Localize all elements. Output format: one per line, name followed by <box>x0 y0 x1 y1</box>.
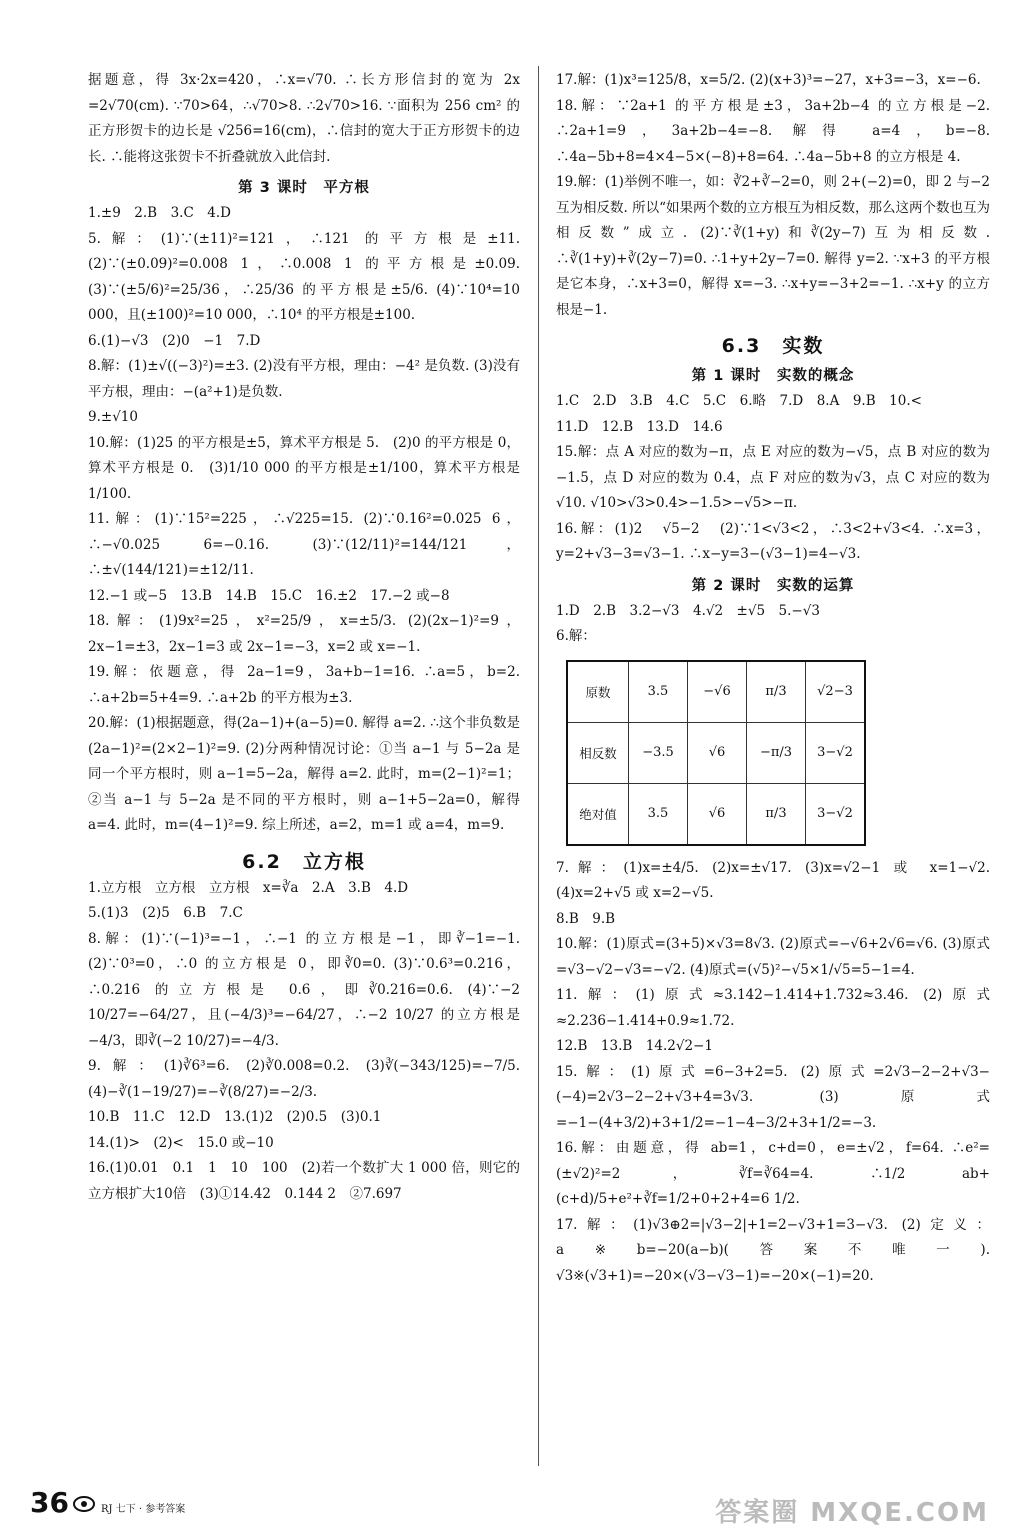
table-cell: 3.5 <box>629 783 688 845</box>
table-cell: π/3 <box>747 661 806 723</box>
right-column <box>556 68 990 1289</box>
section-heading: 6.2 立方根 <box>242 850 366 873</box>
section-heading: 第 2 课时 实数的运算 <box>691 577 855 594</box>
answer-paragraph: 18.解：∵2a+1 的平方根是±3，3a+2b−4 的立方根是−2. ∴2a+1=9，3a+2b−4=−8. 解得 a=4，b=−8. ∴4a−5b+8=4×4−5×(−8)+8=64. ∴4a−5b+8 的立方根是 4. <box>556 97 990 165</box>
answer-paragraph: 11.D 12.B 13.D 14.6 <box>556 418 723 435</box>
table-cell: −3.5 <box>629 722 688 783</box>
answer-paragraph: 5.解：(1)∵(±11)²=121，∴121 的平方根是±11. (2)∵(±0.09)²=0.008 1，∴0.008 1 的平方根是±0.09. (3)∵(±5/6)²=25/36，∴25/36 的平方根是±5/6. (4)∵10⁴=10 000，且(±100)²=10 000，∴10⁴ 的平方根是±100. <box>88 230 520 323</box>
answer-paragraph: 1.立方根 立方根 立方根 x=∛a 2.A 3.B 4.D <box>88 879 409 896</box>
page-footer <box>30 1486 185 1519</box>
answer-paragraph: 据题意，得 3x·2x=420，∴x=√70. ∴长方形信封的宽为 2x =2√70(cm). ∵70>64，∴√70>8. ∴2√70>16. ∵面积为 256 cm² 的正方形贺卡的边长是 √256=16(cm)，∴信封的宽大于正方形贺卡的边长. ∴能将这张贺卡不折叠就放入此信封. <box>88 72 520 165</box>
section-heading: 第 1 课时 实数的概念 <box>691 368 855 384</box>
answer-paragraph: 1.D 2.B 3.2−√3 4.√2 ±√5 5.−√3 <box>556 602 820 619</box>
answer-paragraph: 11.解：(1)∵15²=225，∴√225=15. (2)∵0.16²=0.025 6，∴−√0.025 6=−0.16. (3)∵(12/11)²=144/121，∴±√(144/121)=±12/11. <box>88 511 520 578</box>
page-number: 36 <box>30 1486 69 1519</box>
answer-paragraph: 14.(1)> (2)< 15.0 或−10 <box>88 1134 274 1151</box>
answer-paragraph: 12.B 13.B 14.2√2−1 <box>556 1038 713 1054</box>
answer-paragraph: 10.解：(1)原式=(3+5)×√3=8√3. (2)原式=−√6+2√6=√6. (3)原式=√3−√2−√3=−√2. (4)原式=(√5)²−√5×1/√5=5−1=4. <box>556 936 990 978</box>
book-logo-icon <box>73 1495 95 1513</box>
table-cell: −π/3 <box>747 722 806 783</box>
table-cell: 绝对值 <box>567 783 629 845</box>
answer-paragraph: 6.解： <box>556 628 596 644</box>
answer-paragraph: 10.B 11.C 12.D 13.(1)2 (2)0.5 (3)0.1 <box>88 1109 382 1125</box>
answer-paragraph: 17.解：(1)x³=125/8，x=5/2. (2)(x+3)³=−27，x+3=−3，x=−6. <box>556 72 981 88</box>
answer-paragraph: 9.±√10 <box>88 409 138 425</box>
answer-paragraph: 16.(1)0.01 0.1 1 10 100 (2)若一个数扩大 1 000 倍，则它的立方根扩大10倍 (3)①14.42 0.144 2 ②7.697 <box>88 1160 520 1202</box>
section-heading: 6.3 实数 <box>721 335 825 357</box>
answer-paragraph: 18.解：(1)9x²=25，x²=25/9，x=±5/3. (2)(2x−1)²=9，2x−1=±3，2x−1=3 或 2x−1=−3，x=2 或 x=−1. <box>88 613 520 655</box>
table-cell: √2−3 <box>806 661 866 723</box>
left-column <box>88 68 520 1207</box>
table-row <box>567 722 865 783</box>
answer-paragraph: 11.解：(1)原式≈3.142−1.414+1.732≈3.46. (2)原式≈2.236−1.414+0.9≈1.72. <box>556 987 990 1029</box>
table-cell: 3−√2 <box>806 722 866 783</box>
answer-paragraph: 9.解：(1)∛6³=6. (2)∛0.008=0.2. (3)∛(−343/125)=−7/5. (4)−∛(1−19/27)=−∛(8/27)=−2/3. <box>88 1058 520 1100</box>
answer-paragraph: 20.解：(1)根据题意，得(2a−1)+(a−5)=0. 解得 a=2. ∴这个非负数是(2a−1)²=(2×2−1)²=9. (2)分两种情况讨论：①当 a−1 与 5−2a 是同一个平方根时，则 a−1=5−2a，解得 a=2. 此时，m=(2−1)²=1；②当 a−1 与 5−2a 是不同的平方根时，则 a−1+5−2a=0，解得 a=4. 此时，m=(4−1)²=9. 综上所述，a=2，m=1 或 a=4，m=9. <box>88 715 520 833</box>
answer-paragraph: 15.解：(1)原式=6−3+2=5. (2)原式=2√3−2−2+√3−(−4)=2√3−2−2+√3+4=3√3. (3)原式=−1−(4+3/2)+3+1/2=−1−4−3/2+3+1/2=−3. <box>556 1063 990 1131</box>
answer-paragraph: 17.解：(1)√3⊕2=|√3−2|+1=2−√3+1=3−√3. (2)定义：a※b=−20(a−b)(答案不唯一). √3※(√3+1)=−20×(√3−√3−1)=−20×(−1)=20. <box>556 1216 990 1284</box>
answer-paragraph: 8.解：(1)∵(−1)³=−1，∴−1 的立方根是−1，即∛−1=−1. (2)∵0³=0，∴0 的立方根是 0，即∛0=0. (3)∵0.6³=0.216，∴0.216 的立方根是 0.6，即∛0.216=0.6. (4)∵−2 10/27=−64/27，且(−4/3)³=−64/27，∴−2 10/27 的立方根是−4/3，即∛(−2 10/27)=−4/3. <box>88 930 520 1049</box>
answer-paragraph: 5.(1)3 (2)5 6.B 7.C <box>88 905 243 921</box>
column-divider <box>538 66 539 1466</box>
table-cell: √6 <box>688 783 747 845</box>
watermark: 答案圈 MXQE.COM <box>715 1498 989 1528</box>
table-cell: √6 <box>688 722 747 783</box>
section-heading: 第 3 课时 平方根 <box>238 180 370 196</box>
answer-paragraph: 8.B 9.B <box>556 910 616 927</box>
values-table <box>566 660 866 846</box>
answer-paragraph: 1.±9 2.B 3.C 4.D <box>88 205 231 221</box>
answer-paragraph: 6.(1)−√3 (2)0 −1 7.D <box>88 332 261 349</box>
answer-paragraph: 16.解：由题意，得 ab=1，c+d=0，e=±√2，f=64. ∴e²=(±√2)²=2，∛f=∛64=4. ∴1/2 ab+(c+d)/5+e²+∛f=1/2+0+2+4=6 1/2. <box>556 1140 990 1207</box>
table-cell: 3−√2 <box>806 783 866 845</box>
table-cell: 原数 <box>567 661 629 723</box>
footer-text: RJ 七下 · 参考答案 <box>100 1504 186 1515</box>
answer-paragraph: 19.解：(1)举例不唯一，如：∛2+∛−2=0，则 2+(−2)=0，即 2 与−2 互为相反数. 所以“如果两个数的立方根互为相反数，那么这两个数也互为相反数”成立. (2)∵∛(1+y)和∛(2y−7)互为相反数. ∴∛(1+y)+∛(2y−7)=0. ∴1+y+2y−7=0. 解得 y=2. ∵x+3 的平方根是它本身，∴x+3=0，解得 x=−3. ∴x+y=−3+2=−1. ∴x+y 的立方根是−1. <box>556 174 990 318</box>
answer-paragraph: 12.−1 或−5 13.B 14.B 15.C 16.±2 17.−2 或−8 <box>88 587 450 604</box>
table-cell: −√6 <box>688 661 747 723</box>
table-cell: 3.5 <box>629 661 688 723</box>
answer-paragraph: 10.解：(1)25 的平方根是±5，算术平方根是 5. (2)0 的平方根是 0，算术平方根是 0. (3)1/10 000 的平方根是±1/100，算术平方根是 1/100. <box>88 434 520 502</box>
table-cell: 相反数 <box>567 722 629 783</box>
answer-paragraph: 16.解：(1)2 √5−2 (2)∵1<√3<2，∴3<2+√3<4. ∴x=3，y=2+√3−3=√3−1. ∴x−y=3−(√3−1)=4−√3. <box>556 520 990 562</box>
answer-paragraph: 8.解：(1)±√((−3)²)=±3. (2)没有平方根，理由：−4² 是负数. (3)没有平方根，理由：−(a²+1)是负数. <box>88 358 520 400</box>
table-row <box>567 661 865 723</box>
answer-paragraph: 1.C 2.D 3.B 4.C 5.C 6.略 7.D 8.A 9.B 10.< <box>556 393 922 409</box>
table-cell: π/3 <box>747 783 806 845</box>
answer-paragraph: 7.解：(1)x=±4/5. (2)x=±√17. (3)x=√2−1 或 x=1−√2. (4)x=2+√5 或 x=2−√5. <box>556 859 990 901</box>
answer-paragraph: 19.解：依题意，得 2a−1=9，3a+b−1=16. ∴a=5，b=2. ∴a+2b=5+4=9. ∴a+2b 的平方根为±3. <box>88 664 520 706</box>
table-row <box>567 783 865 845</box>
answer-paragraph: 15.解：点 A 对应的数为−π，点 E 对应的数为−√5，点 B 对应的数为−1.5，点 D 对应的数为 0.4，点 F 对应的数为√3，点 C 对应的数为√10. √10>√3>0.4>−1.5>−√5>−π. <box>556 444 990 511</box>
